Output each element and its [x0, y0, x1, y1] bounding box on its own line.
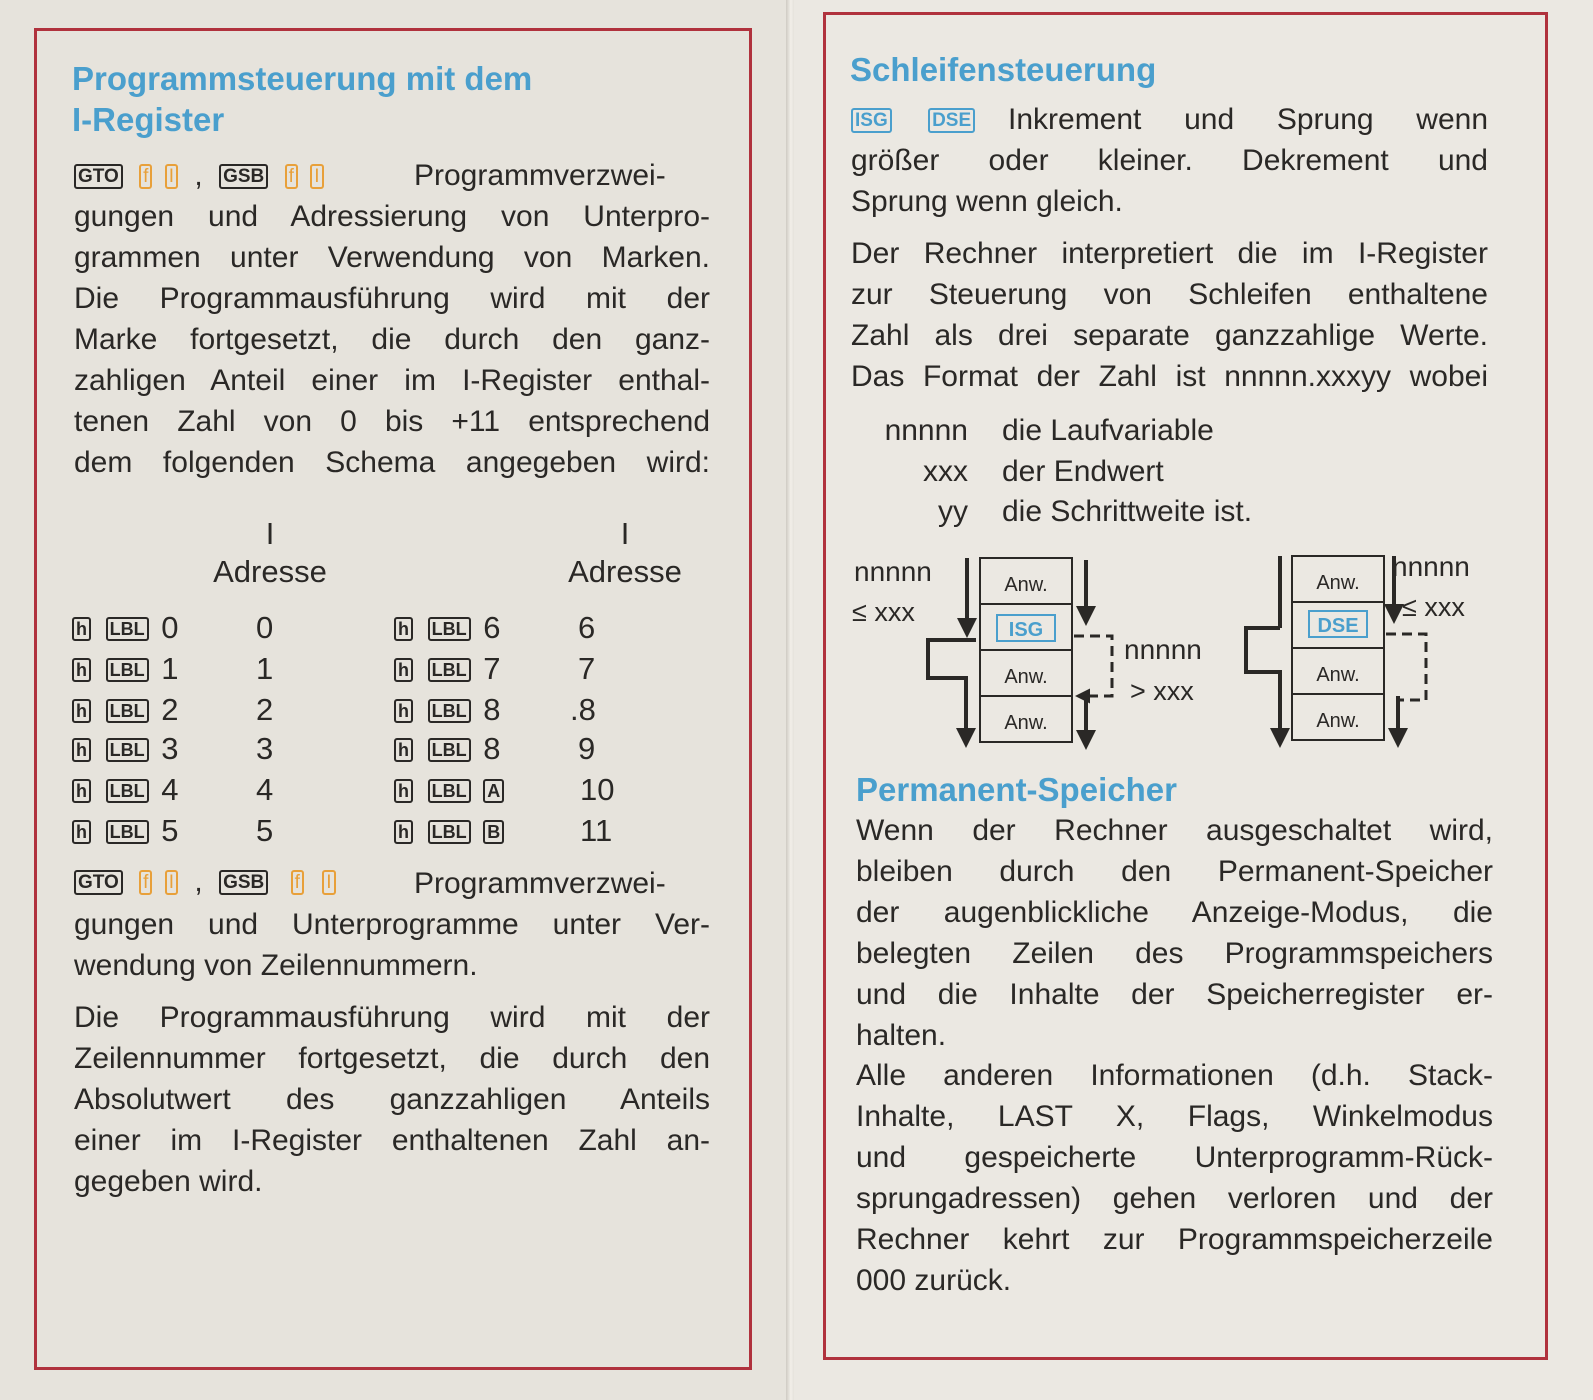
address-value: 6 [578, 610, 596, 645]
text-line: und die Inhalte der Speicherregister er- [856, 978, 1493, 1011]
gsb-key: GSB [219, 164, 268, 189]
left-title [72, 58, 532, 140]
table-row [394, 731, 501, 767]
text-line: Alle anderen Informationen (d.h. Stack- [856, 1059, 1493, 1092]
def-row [848, 413, 1214, 449]
text-line: größer oder kleiner. Dekrement und [851, 144, 1488, 177]
box-label: Anw. [1004, 666, 1048, 688]
other-info-paragraph [856, 1055, 1493, 1301]
text-line: Marke fortgesetzt, die durch den ganz- [74, 323, 710, 356]
isg-label: ISG [1008, 619, 1044, 641]
table-header-left [190, 515, 350, 591]
box-label: Anw. [1004, 712, 1048, 734]
text-line: gegeben wird. [74, 1165, 263, 1198]
label-number: 4 [161, 772, 179, 807]
address-value: 0 [256, 610, 274, 645]
text-line: tenen Zahl von 0 bis +11 entsprechend [74, 405, 710, 438]
header-adresse: Adresse [568, 554, 682, 589]
text-line: zur Steuerung von Schleifen enthaltene [851, 278, 1488, 311]
right-cond-1: nnnnn [1392, 551, 1470, 582]
label-number: 8 [483, 731, 501, 766]
text-line: Die Programmausführung wird mit der [74, 282, 710, 315]
i-key: I [310, 164, 323, 189]
h-key: h [72, 738, 91, 762]
def-text: die Laufvariable [1002, 414, 1214, 447]
f-key: f [291, 870, 304, 895]
text-line: Der Rechner interpretiert die im I-Register [851, 237, 1488, 270]
table-row [72, 692, 179, 728]
h-key: h [72, 779, 91, 803]
box-label: Anw. [1316, 710, 1360, 732]
i-key: I [322, 870, 335, 895]
text-line: Inhalte, LAST X, Flags, Winkelmodus [856, 1100, 1493, 1133]
text-line: 000 zurück. [856, 1264, 1012, 1297]
def-row [848, 454, 1164, 490]
gsb-key: GSB [219, 870, 268, 895]
text-line: Rechner kehrt zur Programmspeicherzeile [856, 1223, 1493, 1256]
text-line: Wenn der Rechner ausgeschaltet wird, [856, 814, 1493, 847]
h-key: h [394, 779, 413, 803]
text-line: gungen und Unterprogramme unter Ver- [74, 908, 710, 941]
second-keys-line [74, 861, 336, 902]
h-key: h [394, 738, 413, 762]
table-row [394, 610, 501, 646]
def-symbol: xxx [923, 455, 968, 488]
h-key: h [394, 699, 413, 723]
h-key: h [394, 820, 413, 844]
text-line: grammen unter Verwendung von Marken. [74, 241, 710, 274]
mid-cond-2: > xxx [1130, 676, 1194, 706]
text-line: halten. [856, 1019, 947, 1052]
text-line: und gespeicherte Unterprogramm-Rück- [856, 1141, 1493, 1174]
table-row [394, 692, 501, 728]
table-row [394, 813, 504, 849]
text-line: Sprung wenn gleich. [851, 185, 1123, 218]
table-row [72, 813, 179, 849]
label-number: 3 [161, 731, 179, 766]
def-symbol: nnnnn [884, 414, 968, 447]
address-value: 11 [580, 813, 613, 848]
loop-control-diagram [840, 548, 1520, 763]
table-row [72, 610, 179, 646]
loop-dashed-path [1074, 636, 1112, 696]
right-title: Schleifensteuerung [850, 51, 1157, 88]
i-key: I [165, 164, 178, 189]
i-key: I [165, 870, 178, 895]
h-key: h [394, 658, 413, 682]
isg-lead [1008, 99, 1488, 140]
label-number: 2 [161, 692, 179, 727]
text-line: der augenblickliche Anzeige-Modus, die [856, 896, 1493, 929]
f-key: f [285, 164, 298, 189]
gto-key: GTO [74, 870, 123, 895]
table-row [72, 772, 179, 808]
text-line: bleiben durch den Permanent-Speicher [856, 855, 1493, 888]
dse-skip-path [1246, 628, 1280, 744]
address-value: 5 [256, 813, 274, 848]
intro-paragraph [74, 196, 710, 483]
text-line: Inkrement und Sprung wenn [1008, 103, 1488, 136]
lbl-key: LBL [106, 617, 149, 641]
h-key: h [72, 658, 91, 682]
isg-paragraph [851, 140, 1488, 222]
label-number: 5 [161, 813, 179, 848]
isg-dse-keys [851, 99, 975, 140]
intro-lead: Programmverzwei- [414, 159, 666, 192]
header-i: I [620, 516, 630, 551]
text-line: gungen und Adressierung von Unterpro- [74, 200, 710, 233]
text-line: wendung von Zeilennummern. [74, 949, 478, 982]
permanent-title: Permanent-Speicher [856, 771, 1177, 808]
lbl-key: LBL [428, 617, 471, 641]
text-line: Zeilennummer fortgesetzt, die durch den [74, 1042, 710, 1075]
lbl-key: LBL [106, 779, 149, 803]
key-separator: , [194, 865, 203, 898]
header-adresse: Adresse [213, 554, 327, 589]
label-number: 0 [161, 610, 179, 645]
final-paragraph [74, 997, 710, 1202]
interp-paragraph [851, 233, 1488, 397]
key-separator: , [194, 159, 203, 192]
lbl-key: LBL [106, 738, 149, 762]
lbl-key: LBL [106, 820, 149, 844]
f-key: f [139, 870, 152, 895]
lbl-key: LBL [106, 658, 149, 682]
text-line: Absolutwert des ganzzahligen Anteils [74, 1083, 710, 1116]
def-symbol: yy [938, 495, 968, 528]
label-number: 1 [161, 651, 179, 686]
gto-key: GTO [74, 164, 123, 189]
text-line: Zahl als drei separate ganzzahlige Werte. [851, 319, 1488, 352]
def-text: die Schrittweite ist. [1002, 495, 1253, 528]
h-key: h [72, 617, 91, 641]
skip-path [928, 640, 976, 744]
intro-keys-line [74, 155, 324, 196]
label-number: 8 [483, 692, 501, 727]
lbl-key: LBL [428, 738, 471, 762]
table-header-right [545, 515, 705, 591]
text-line: Die Programmausführung wird mit der [74, 1001, 710, 1034]
h-key: h [72, 699, 91, 723]
dse-key: DSE [928, 108, 975, 133]
f-key: f [139, 164, 152, 189]
left-title-line1: Programmsteuerung mit dem [72, 60, 533, 97]
header-i: I [265, 516, 275, 551]
def-row [848, 494, 1252, 530]
h-key: h [394, 617, 413, 641]
lbl-key: LBL [428, 658, 471, 682]
box-label: Anw. [1316, 572, 1360, 594]
second-paragraph [74, 904, 710, 986]
text-line: sprungadressen) gehen verloren und der [856, 1182, 1493, 1215]
address-value: 4 [256, 772, 274, 807]
text-line: zahligen Anteil einer im I-Register enthal- [74, 364, 710, 397]
address-value: 1 [256, 651, 274, 686]
a-key: A [483, 779, 504, 803]
mid-cond-1: nnnnn [1124, 634, 1202, 665]
address-value: 9 [578, 731, 596, 766]
second-lead: Programmverzwei- [414, 867, 666, 900]
address-value: 3 [256, 731, 274, 766]
label-number: 6 [483, 610, 501, 645]
left-title-line2: I-Register [72, 101, 225, 138]
dse-label: DSE [1317, 615, 1359, 637]
table-row [72, 651, 179, 687]
text-line: belegten Zeilen des Programmspeichers [856, 937, 1493, 970]
right-cond-2: ≤ xxx [1402, 592, 1465, 622]
table-row [394, 772, 504, 808]
label-number: 7 [483, 651, 501, 686]
h-key: h [72, 820, 91, 844]
isg-key: ISG [851, 108, 892, 133]
address-value: 2 [256, 692, 274, 727]
permanent-paragraph [856, 810, 1493, 1056]
lbl-key: LBL [106, 699, 149, 723]
table-row [394, 651, 501, 687]
lbl-key: LBL [428, 820, 471, 844]
lbl-key: LBL [428, 699, 471, 723]
text-line: dem folgenden Schema angegeben wird: [74, 446, 710, 479]
lbl-key: LBL [428, 779, 471, 803]
box-label: Anw. [1004, 574, 1048, 596]
table-row [72, 731, 179, 767]
page-fold [786, 0, 794, 1400]
address-value: .8 [570, 692, 596, 727]
box-label: Anw. [1316, 664, 1360, 686]
dse-loop-dashed [1386, 634, 1426, 700]
left-cond-1: nnnnn [854, 556, 932, 587]
left-cond-2: ≤ xxx [852, 597, 915, 627]
address-value: 7 [578, 651, 596, 686]
text-line: einer im I-Register enthaltenen Zahl an- [74, 1124, 710, 1157]
text-line: Das Format der Zahl ist nnnnn.xxxyy wobei [851, 360, 1488, 393]
address-value: 10 [580, 772, 615, 807]
b-key: B [483, 820, 504, 844]
def-text: der Endwert [1002, 455, 1164, 488]
